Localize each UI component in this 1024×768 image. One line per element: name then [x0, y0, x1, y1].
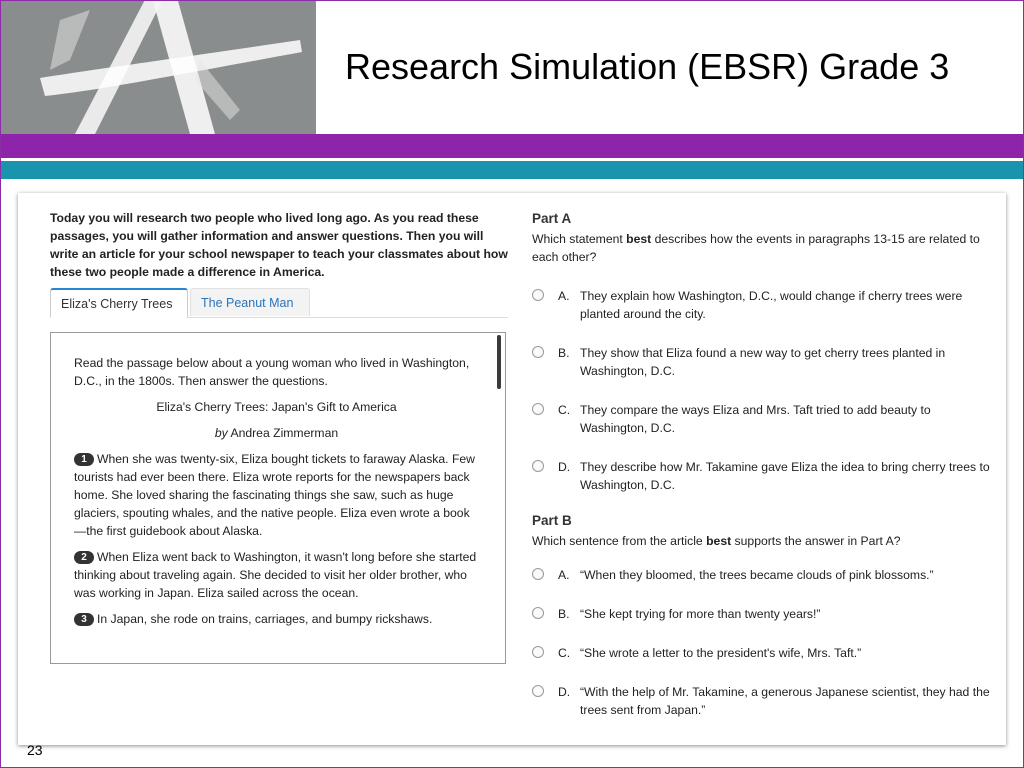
paragraph-number-badge: 1 — [74, 453, 94, 466]
question-text: Which statement — [532, 232, 627, 246]
passage-author: Andrea Zimmerman — [230, 426, 339, 440]
option-text: “With the help of Mr. Takamine, a generous Japanese scientist, they had the trees sent from Japan.” — [580, 685, 990, 717]
passage-panel[interactable] — [50, 332, 506, 664]
passage-byline — [74, 424, 479, 442]
option-letter: C. — [558, 403, 571, 417]
paragraph-text: When Eliza went back to Washington, it wasn't long before she started thinking about traveling again. She decided to visit her older brother, who was working in Japan. Eliza sailed across the ocean. — [74, 550, 477, 600]
radio-button[interactable] — [532, 568, 544, 580]
option-text: They describe how Mr. Takamine gave Eliza the idea to bring cherry trees to Washington, D.C. — [580, 460, 990, 492]
option-letter: B. — [558, 607, 570, 621]
logo-a-icon — [0, 0, 316, 134]
option-text: “When they bloomed, the trees became clouds of pink blossoms.” — [580, 568, 934, 582]
option-text: They explain how Washington, D.C., would change if cherry trees were planted around the city. — [580, 289, 963, 321]
part-a-label: Part A — [532, 211, 572, 226]
radio-button[interactable] — [532, 346, 544, 358]
paragraph-number-badge: 2 — [74, 551, 94, 564]
slide-title: Research Simulation (EBSR) Grade 3 — [345, 46, 950, 87]
paragraph-text: In Japan, she rode on trains, carriages, and bumpy rickshaws. — [97, 612, 433, 626]
option-text: “She kept trying for more than twenty years!” — [580, 607, 821, 621]
paragraph-3 — [74, 610, 479, 628]
option-letter: B. — [558, 346, 570, 360]
question-text: describes how the events in paragraphs 13-15 are related to each other? — [532, 232, 980, 264]
question-emphasis: best — [706, 534, 732, 548]
option-letter: C. — [558, 646, 571, 660]
option-letter: A. — [558, 568, 570, 582]
byline-by: by — [214, 426, 228, 440]
option-text: “She wrote a letter to the president's wife, Mrs. Taft.” — [580, 646, 862, 660]
radio-button[interactable] — [532, 460, 544, 472]
passage-title: Eliza's Cherry Trees: Japan's Gift to America — [156, 400, 397, 414]
paragraph-number-badge: 3 — [74, 613, 94, 626]
purple-band — [0, 134, 1024, 158]
radio-button[interactable] — [532, 685, 544, 697]
question-emphasis: best — [626, 232, 652, 246]
passage-lead: Read the passage below about a young woman who lived in Washington, D.C., in the 1800s. Then answer the questions. — [74, 356, 470, 388]
instructions-text: Today you will research two people who lived long ago. As you read these passages, you will gather information and answer questions. Then you will write an article for your school newspaper to teach your classmates about how these two people made a difference in America. — [50, 211, 508, 279]
option-letter: D. — [558, 460, 571, 474]
part-b-question — [532, 532, 992, 550]
paragraph-1 — [74, 450, 479, 540]
slide-number: 23 — [27, 742, 43, 758]
paragraph-text: When she was twenty-six, Eliza bought tickets to faraway Alaska. Few tourists had ever been there. Eliza wrote reports for the newspapers back home. She loved sharing the fascinating things she saw, such as huge glaciers, spouting whales, and the native people. Eliza even wrote a book—the first guidebook about Alaska. — [74, 452, 475, 538]
question-text: supports the answer in Part A? — [731, 534, 901, 548]
tab-the-peanut-man[interactable]: The Peanut Man — [190, 288, 310, 316]
option-text: They compare the ways Eliza and Mrs. Taft tried to add beauty to Washington, D.C. — [580, 403, 931, 435]
radio-button[interactable] — [532, 289, 544, 301]
radio-button[interactable] — [532, 403, 544, 415]
option-text: They show that Eliza found a new way to get cherry trees planted in Washington, D.C. — [580, 346, 946, 378]
passage-tabs — [50, 288, 508, 318]
logo-panel — [0, 0, 316, 134]
test-screenshot — [18, 193, 1006, 745]
option-letter: A. — [558, 289, 570, 303]
option-letter: D. — [558, 685, 571, 699]
part-b-label: Part B — [532, 513, 572, 528]
passage-scrollbar[interactable] — [497, 335, 501, 389]
radio-button[interactable] — [532, 607, 544, 619]
teal-band — [0, 161, 1024, 179]
part-a-question — [532, 230, 992, 266]
radio-button[interactable] — [532, 646, 544, 658]
tab-elizas-cherry-trees[interactable]: Eliza's Cherry Trees — [50, 288, 188, 318]
paragraph-2 — [74, 548, 479, 602]
question-text: Which sentence from the article — [532, 534, 707, 548]
